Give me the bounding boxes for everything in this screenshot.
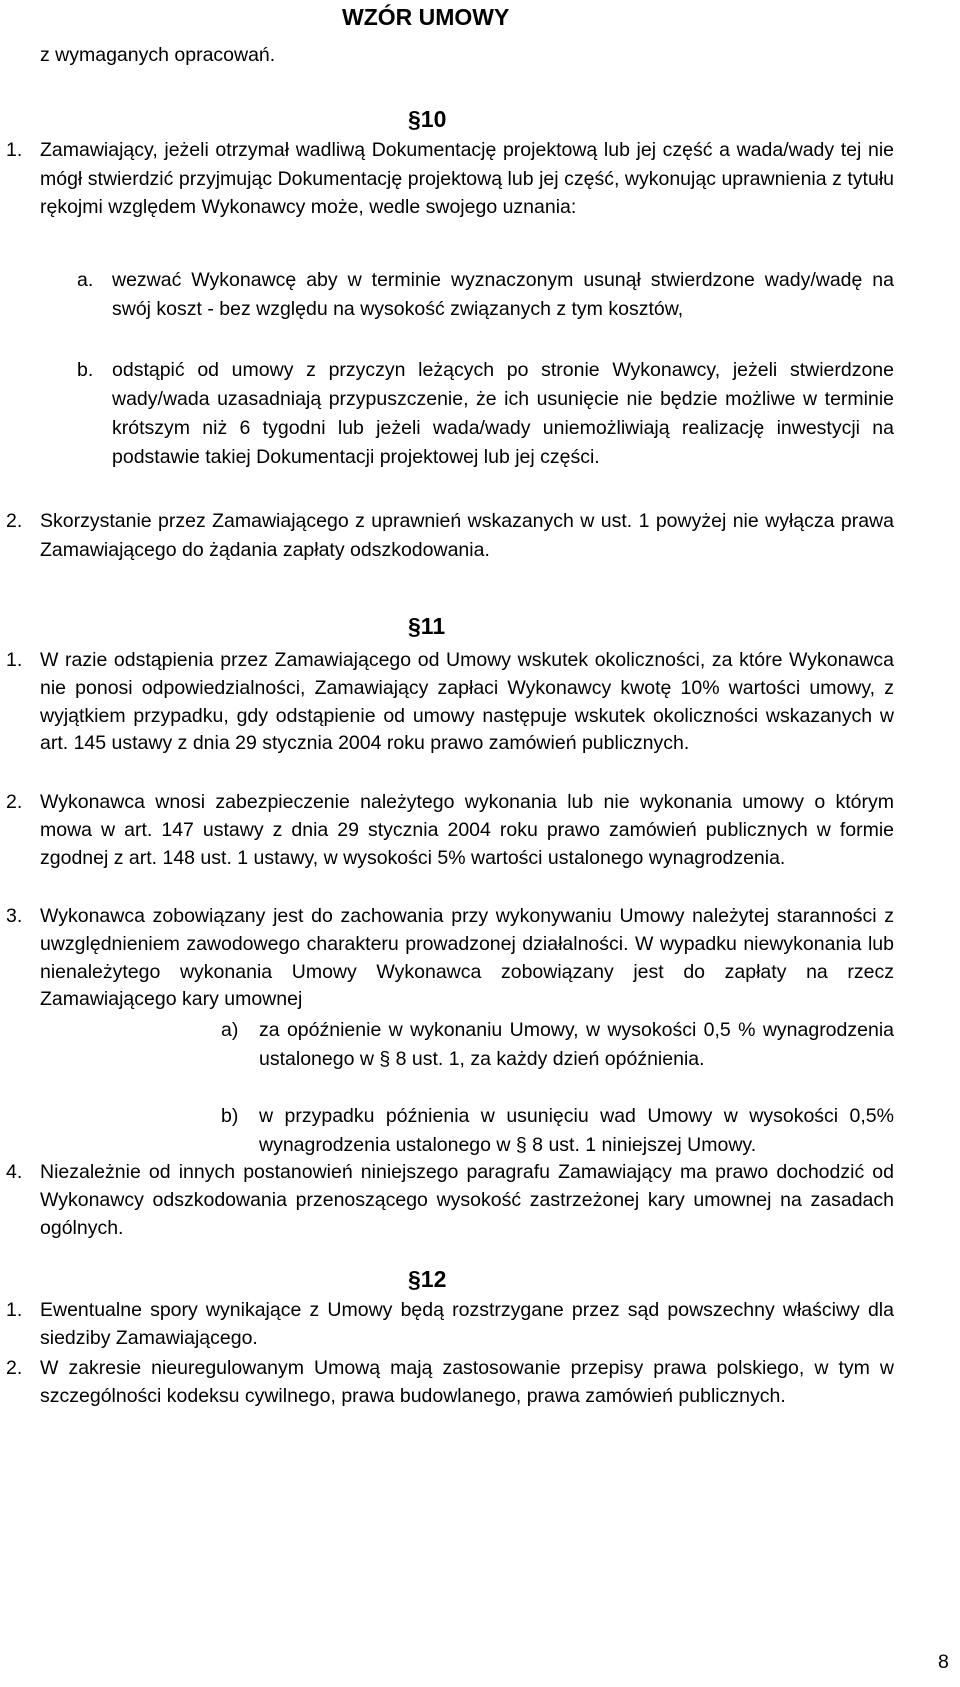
item-letter: b) (221, 1105, 239, 1127)
item-text: wezwać Wykonawcę aby w terminie wyznaczonym usunął stwierdzone wady/wadę na swój koszt - bez względu na wysokość związanych z tym kosztów, (112, 269, 894, 320)
item-text: Zamawiający, jeżeli otrzymał wadliwą Dokumentację projektową lub jej część a wada/wady tej nie mógł stwierdzić przyjmując Dokumentację projektową lub jej część, wykonując uprawnienia z tytułu rękojmi względem Wykonawcy może, wedle swojego uznania: (40, 139, 894, 218)
item-letter: b. (77, 359, 94, 381)
paragraph-11-3 (6, 903, 894, 1014)
item-letter: a) (221, 1019, 239, 1041)
item-number: 2. (6, 791, 23, 813)
item-text: Wykonawca wnosi zabezpieczenie należytego wykonania lub nie wykonania umowy o którym mowa w art. 147 ustawy z dnia 29 stycznia 2004 roku prawo zamówień publicznych w formie zgodnej z art. 148 ust. 1 ustawy, w wysokości 5% wartości ustalonego wynagrodzenia. (40, 791, 894, 869)
paragraph-12-2 (6, 1355, 894, 1411)
paragraph-12-1 (6, 1297, 894, 1353)
section-title-11: §11 (408, 613, 446, 639)
paragraph-10-1 (6, 136, 894, 222)
page-number: 8 (938, 1651, 949, 1673)
item-number: 1. (6, 139, 23, 161)
item-text: Niezależnie od innych postanowień niniejszego paragrafu Zamawiający ma prawo dochodzić od Wykonawcy odszkodowania przenoszącego wysokość zastrzeżonej kary umownej na zasadach ogólnych. (40, 1161, 894, 1239)
item-text: Skorzystanie przez Zamawiającego z uprawnień wskazanych w ust. 1 powyżej nie wyłącza prawa Zamawiającego do żądania zapłaty odszkodowania. (40, 510, 894, 561)
item-text: za opóźnienie w wykonaniu Umowy, w wysokości 0,5 % wynagrodzenia ustalonego w § 8 ust. 1, za każdy dzień opóźnienia. (259, 1019, 894, 1070)
paragraph-10-1b (77, 356, 894, 472)
item-text: Ewentualne spory wynikające z Umowy będą rozstrzygane przez sąd powszechny właściwy dla siedziby Zamawiającego. (40, 1299, 894, 1349)
item-number: 2. (6, 1357, 23, 1379)
carryover-text: z wymaganych opracowań. (40, 44, 276, 66)
item-text: W zakresie nieuregulowanym Umową mają zastosowanie przepisy prawa polskiego, w tym w szczególności kodeksu cywilnego, prawa budowlanego, prawa zamówień publicznych. (40, 1357, 894, 1407)
item-text: Wykonawca zobowiązany jest do zachowania przy wykonywaniu Umowy należytej staranności z uwzględnieniem zawodowego charakteru prowadzonej działalności. W wypadku niewykonania lub nienależytego wykonania Umowy Wykonawca zobowiązany jest do zapłaty na rzecz Zamawiającego kary umownej (40, 905, 894, 1011)
paragraph-10-1a (77, 266, 894, 324)
item-text: w przypadku późnienia w usunięciu wad Umowy w wysokości 0,5% wynagrodzenia ustalonego w § 8 ust. 1 niniejszej Umowy. (259, 1105, 894, 1156)
document-header: WZÓR UMOWY (342, 4, 510, 30)
item-number: 2. (6, 510, 23, 532)
paragraph-11-3a (221, 1016, 894, 1074)
paragraph-11-3b (221, 1102, 894, 1160)
item-number: 3. (6, 905, 23, 927)
item-number: 1. (6, 1299, 23, 1321)
item-text: odstąpić od umowy z przyczyn leżących po stronie Wykonawcy, jeżeli stwierdzone wady/wada uzasadniają przypuszczenie, że ich usunięcie nie będzie możliwe w terminie krótszym niż 6 tygodni lub jeżeli wada/wady uniemożliwiają realizację inwestycji na podstawie takiej Dokumentacji projektowej lub jej części. (112, 359, 894, 468)
section-title-12: §12 (408, 1266, 447, 1292)
paragraph-10-2 (6, 507, 894, 564)
section-title-10: §10 (408, 106, 447, 132)
item-number: 1. (6, 649, 23, 671)
paragraph-11-2 (6, 789, 894, 872)
item-number: 4. (6, 1161, 23, 1183)
paragraph-11-1 (6, 647, 894, 758)
item-letter: a. (77, 269, 94, 291)
paragraph-11-4 (6, 1159, 894, 1242)
item-text: W razie odstąpienia przez Zamawiającego od Umowy wskutek okoliczności, za które Wykonawca nie ponosi odpowiedzialności, Zamawiający zapłaci Wykonawcy kwotę 10% wartości umowy, z wyjątkiem przypadku, gdy odstąpienie od umowy następuje wskutek okoliczności wskazanych w art. 145 ustawy z dnia 29 stycznia 2004 roku prawo zamówień publicznych. (40, 649, 894, 755)
